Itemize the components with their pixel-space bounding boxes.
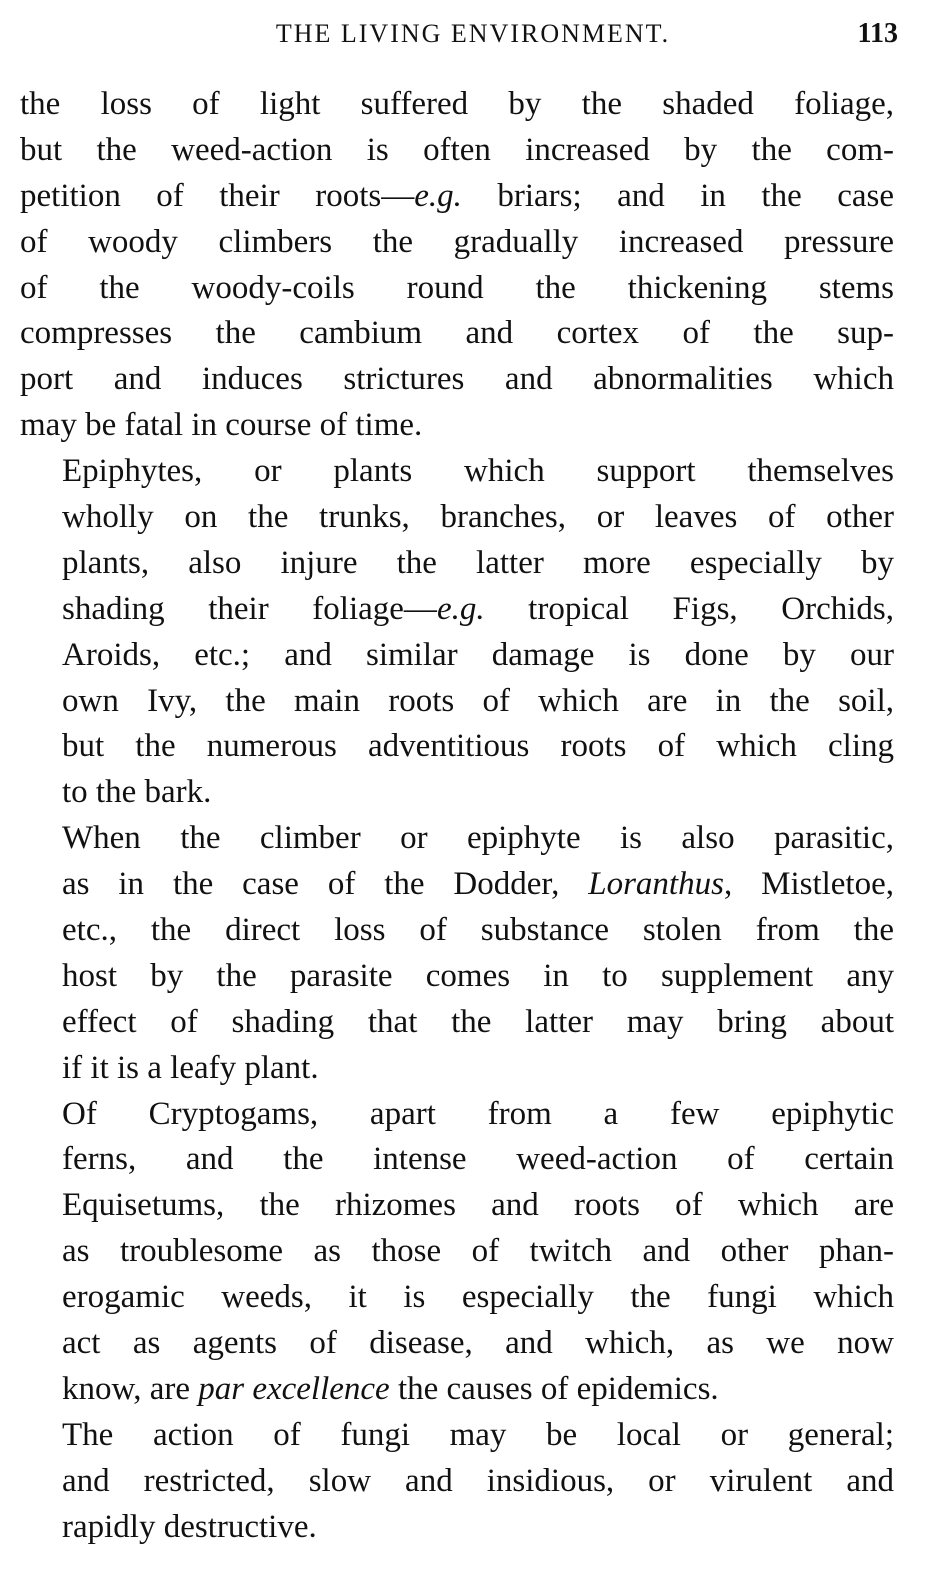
text-line: of woody climbers the gradually increased pressure [20, 223, 894, 260]
italic-term: e.g. [414, 177, 462, 214]
text-line: etc., the direct loss of substance stolen from the [62, 912, 894, 949]
italic-term: Loranthus [588, 866, 724, 903]
text-line: as in the case of the Dodder, Loranthus, Mistletoe, [62, 866, 894, 903]
text-line: if it is a leafy plant. [62, 1049, 319, 1086]
text-line: but the numerous adventitious roots of which cling [62, 728, 894, 765]
italic-term: par excellence [198, 1370, 390, 1407]
body-text [20, 82, 894, 1551]
text-line: effect of shading that the latter may bring about [62, 1003, 894, 1040]
text-line: wholly on the trunks, branches, or leaves of other [62, 499, 894, 536]
text-line: port and induces strictures and abnormalities which [20, 361, 894, 398]
paragraph-4 [20, 1092, 894, 1413]
text-line: act as agents of disease, and which, as we now [62, 1325, 894, 1362]
text-line: erogamic weeds, it is especially the fungi which [62, 1279, 894, 1316]
page-number: 113 [857, 18, 898, 49]
text-line: the loss of light suffered by the shaded foliage, [20, 86, 894, 122]
paragraph-3 [20, 816, 894, 1091]
text-line: When the climber or epiphyte is also parasitic, [62, 820, 894, 857]
text-line: know, are par excellence the causes of epidemics. [62, 1370, 719, 1407]
text-line: Aroids, etc.; and similar damage is done by our [62, 636, 894, 673]
paragraph-2 [20, 449, 894, 816]
text-line: Of Cryptogams, apart from a few epiphytic [62, 1095, 894, 1132]
text-line: but the weed-action is often increased by the com- [20, 131, 894, 168]
paragraph-5 [20, 1413, 894, 1551]
text-line: of the woody-coils round the thickening stems [20, 269, 894, 306]
text-line: own Ivy, the main roots of which are in the soil, [62, 682, 894, 719]
text-line: compresses the cambium and cortex of the sup- [20, 315, 894, 352]
text-line: and restricted, slow and insidious, or virulent and [62, 1462, 894, 1499]
text-line: The action of fungi may be local or general; [62, 1416, 894, 1453]
text-line: ferns, and the intense weed-action of certain [62, 1141, 894, 1178]
text-line: as troublesome as those of twitch and other phan- [62, 1233, 894, 1270]
text-line: host by the parasite comes in to supplement any [62, 957, 894, 994]
italic-term: e.g. [436, 590, 485, 627]
text-line: plants, also injure the latter more especially by [62, 544, 894, 581]
text-line: rapidly destructive. [62, 1508, 317, 1545]
text-line: Epiphytes, or plants which support themselves [62, 453, 894, 490]
text-line: petition of their roots—e.g. briars; and in the case [20, 177, 894, 214]
text-line: may be fatal in course of time. [20, 407, 423, 444]
running-title: THE LIVING ENVIRONMENT. [275, 19, 671, 48]
running-head [18, 14, 898, 54]
text-line: shading their foliage—e.g. tropical Figs, Orchids, [62, 590, 894, 627]
text-line: Equisetums, the rhizomes and roots of which are [62, 1187, 894, 1224]
text-line: to the bark. [62, 774, 212, 811]
paragraph-1 [20, 82, 894, 449]
